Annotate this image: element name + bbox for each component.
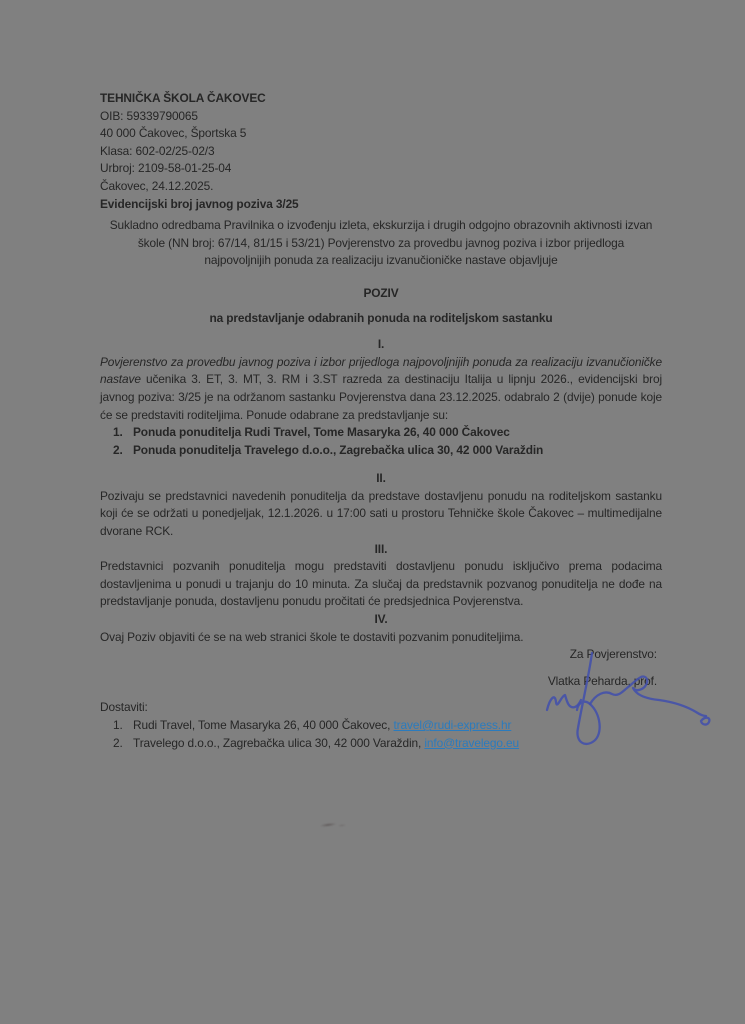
delivery-list: [100, 717, 662, 752]
selected-offers-list: [100, 424, 662, 459]
scan-smudge-mark: [318, 818, 353, 831]
place-date-line: Čakovec, 24.12.2025.: [100, 178, 214, 193]
section-1-italic-lead: Povjerenstvo za provedbu javnog poziva i izbor prijedloga najpovoljnijih ponuda za realizaciju izvanučioničke nastave: [100, 354, 662, 387]
oib-line: OIB: 59339790065: [100, 108, 198, 123]
delivery-item-text: Rudi Travel, Tome Masaryka 26, 40 000 Čakovec,: [133, 718, 394, 732]
email-link-travelego[interactable]: info@travelego.eu: [424, 735, 520, 750]
delivery-item-text: Travelego d.o.o., Zagrebačka ulica 30, 42 000 Varaždin,: [133, 735, 425, 750]
signatory-name: Vlatka Peharda, prof.: [547, 673, 657, 688]
document-subtitle: na predstavljanje odabranih ponuda na roditeljskom sastanku: [209, 310, 553, 325]
email-link-rudi-travel[interactable]: travel@rudi-express.hr: [393, 718, 512, 732]
offer-item-rudi-travel: [100, 424, 662, 442]
section-4-heading: IV.: [374, 612, 388, 627]
document-content: [100, 90, 662, 752]
address-line: 40 000 Čakovec, Športska 5: [100, 126, 247, 141]
for-committee-label: Za Povjerenstvo:: [569, 647, 657, 662]
section-1-heading: I.: [377, 337, 385, 352]
offer-item-text: Ponuda ponuditelja Rudi Travel, Tome Masaryka 26, 40 000 Čakovec: [133, 425, 510, 440]
letterhead: [100, 90, 662, 213]
section-3-heading: III.: [374, 541, 388, 556]
section-1: [100, 336, 662, 459]
urbroj-line: Urbroj: 2109-58-01-25-04: [100, 161, 232, 176]
deliver-label: Dostaviti:: [100, 700, 148, 715]
section-1-body-text: učenika 3. ET, 3. MT, 3. RM i 3.ST razreda za destinaciju Italija u lipnju 2026., evidencijski broj javnog poziva: 3/25 je na održanom sastanku Povjerenstva dana 23.12.2025. odabralo 2 (dvije) ponude koje će se predstaviti roditeljima. Ponude odabrane za predstavljanje su:: [100, 372, 662, 422]
section-1-paragraph: [100, 354, 662, 424]
section-2-paragraph: Pozivaju se predstavnici navedenih ponuditelja da predstave dostavljenu ponudu na roditeljskom sastanku koji će se održati u ponedjeljak, 12.1.2026. u 17:00 sati u prostoru Tehničke škole Čakovec – multimedijalne dvorane RCK.: [100, 488, 662, 539]
section-4: [100, 611, 662, 646]
section-2-heading: II.: [376, 471, 386, 486]
section-3-paragraph: Predstavnici pozvanih ponuditelja mogu predstaviti dostavljenu ponudu isključivo prema podacima dostavljenima u ponudi u trajanju do 10 minuta. Za slučaj da predstavnik pozvanog ponuditelja ne dođe na predstavljanje ponuda, dostavljenu ponudu pročitati će predsjednica Povjerenstva.: [100, 559, 662, 609]
section-4-paragraph: Ovaj Poziv objaviti će se na web stranici škole te dostaviti pozvanim ponuditeljima.: [100, 629, 524, 644]
delivery-item-rudi-travel: [100, 717, 662, 735]
school-name: TEHNIČKA ŠKOLA ČAKOVEC: [100, 91, 266, 105]
section-2: [100, 470, 662, 540]
document-title: POZIV: [363, 285, 399, 300]
offer-item-text: Ponuda ponuditelja Travelego d.o.o., Zagrebačka ulica 30, 42 000 Varaždin: [133, 442, 544, 457]
evidence-number-line: Evidencijski broj javnog poziva 3/25: [100, 196, 299, 211]
section-3: [100, 541, 662, 611]
delivery-item-travelego: [100, 735, 662, 753]
klasa-line: Klasa: 602-02/25-02/3: [100, 143, 215, 158]
offer-item-travelego: [100, 442, 662, 460]
intro-paragraph: Sukladno odredbama Pravilnika o izvođenju izleta, ekskurzija i drugih odgojno obrazovnih aktivnosti izvan škole (NN broj: 67/14, 81/15 i 53/21) Povjerenstvo za provedbu javnog poziva i izbor prijedloga najpovoljnijih ponuda za realizaciju izvanučioničke nastave objavljuje: [109, 218, 653, 268]
signature-block: [100, 646, 662, 690]
